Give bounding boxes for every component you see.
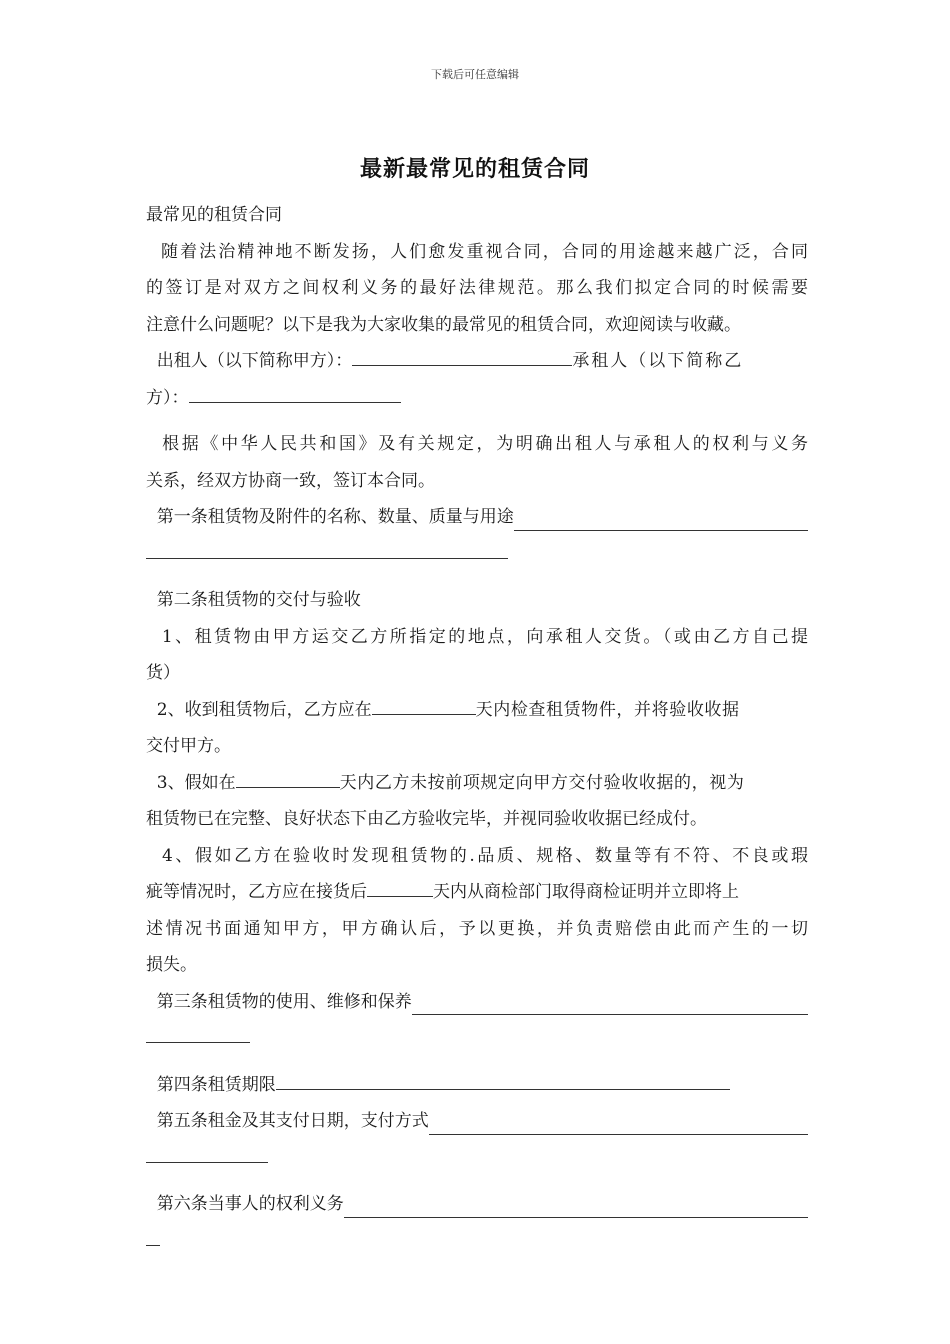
article6-blank[interactable] (344, 1195, 808, 1218)
a2-item1-line1: 1、租赁物由甲方运交乙方所指定的地点，向承租人交货。（或由乙方自己提 (146, 626, 808, 647)
article5-label: 第五条租金及其支付日期，支付方式 (146, 1111, 429, 1131)
article5-row (146, 1103, 808, 1140)
party-a-blank[interactable] (352, 343, 572, 366)
a2-item3-blank[interactable] (236, 765, 340, 788)
article4-blank[interactable] (276, 1067, 730, 1090)
party-row (146, 343, 808, 380)
party-b-row (146, 380, 808, 417)
article1-blank-cont[interactable] (146, 536, 508, 559)
document-body (146, 197, 808, 1259)
a2-item4-line3: 述情况书面通知甲方，甲方确认后，予以更换，并负责赔偿由此而产生的一切 (146, 918, 808, 939)
article6-blank-cont[interactable] (146, 1223, 160, 1246)
a2-item3-pre: 3、假如在 (146, 772, 236, 793)
article3-cont-row (146, 1020, 808, 1057)
article5-cont-row (146, 1140, 808, 1177)
intro-line-3: 注意什么问题呢？以下是我为大家收集的最常见的租赁合同，欢迎阅读与收藏。 (146, 314, 741, 335)
header-note: 下载后可任意编辑 (431, 68, 519, 81)
a2-item2-blank[interactable] (372, 692, 476, 715)
a2-item4-row (146, 874, 808, 911)
a2-item3-row (146, 765, 808, 802)
a2-item2-row (146, 692, 808, 729)
article3-row (146, 984, 808, 1021)
article5-blank[interactable] (429, 1112, 808, 1135)
article3-label: 第三条租赁物的使用、维修和保养 (146, 991, 412, 1012)
a2-item4-post: 天内从商检部门取得商检证明并立即将上 (433, 882, 739, 902)
article6-cont-row (146, 1223, 808, 1260)
party-a-label: 出租人（以下简称甲方）： (146, 351, 353, 371)
document-subtitle: 最常见的租赁合同 (146, 205, 282, 225)
a2-item3-post: 天内乙方未按前项规定向甲方交付验收收据的，视为 (339, 772, 745, 793)
article1-blank[interactable] (514, 508, 808, 531)
article2-label: 第二条租赁物的交付与验收 (146, 590, 361, 610)
article1-label: 第一条租赁物及附件的名称、数量、质量与用途 (146, 507, 514, 527)
a2-item4-line1: 4、假如乙方在验收时发现租赁物的.品质、规格、数量等有不符、不良或瑕 (146, 845, 808, 866)
article6-label: 第六条当事人的权利义务 (146, 1194, 344, 1214)
article1-row (146, 499, 808, 536)
article6-row (146, 1186, 808, 1223)
a2-item2-post: 天内检查租赁物件，并将验收收据 (475, 699, 740, 720)
a2-item3-line2: 租赁物已在完整、良好状态下由乙方验收完毕，并视同验收收据已经成付。 (146, 809, 707, 829)
article3-blank[interactable] (412, 992, 808, 1015)
article5-blank-cont[interactable] (146, 1140, 268, 1163)
a2-item2-pre: 2、收到租赁物后，乙方应在 (146, 699, 372, 720)
party-b-label-cont: 方）： (146, 387, 189, 408)
a2-item4-blank[interactable] (367, 874, 433, 897)
document-title: 最新最常见的租赁合同 (359, 156, 590, 182)
a2-item4-line4: 损失。 (146, 955, 197, 975)
party-b-blank[interactable] (189, 380, 401, 403)
article1-cont-row (146, 536, 808, 573)
party-b-label: 承租人（以下简称乙 (572, 351, 744, 371)
article4-row (146, 1067, 808, 1104)
intro-line-1: 随着法治精神地不断发扬，人们愈发重视合同，合同的用途越来越广泛，合同 (146, 241, 808, 262)
article4-label: 第四条租赁期限 (146, 1074, 276, 1095)
intro-line-2: 的签订是对双方之间权利义务的最好法律规范。那么我们拟定合同的时候需要 (146, 278, 808, 298)
a2-item4-pre: 疵等情况时，乙方应在接货后 (146, 882, 367, 902)
a2-item2-line2: 交付甲方。 (146, 736, 231, 756)
basis-line-2: 关系，经双方协商一致，签订本合同。 (146, 470, 435, 491)
basis-line-1: 根据《中华人民共和国》及有关规定，为明确出租人与承租人的权利与义务 (146, 434, 808, 454)
a2-item1-line2: 货） (146, 663, 180, 683)
article3-blank-cont[interactable] (146, 1020, 250, 1043)
